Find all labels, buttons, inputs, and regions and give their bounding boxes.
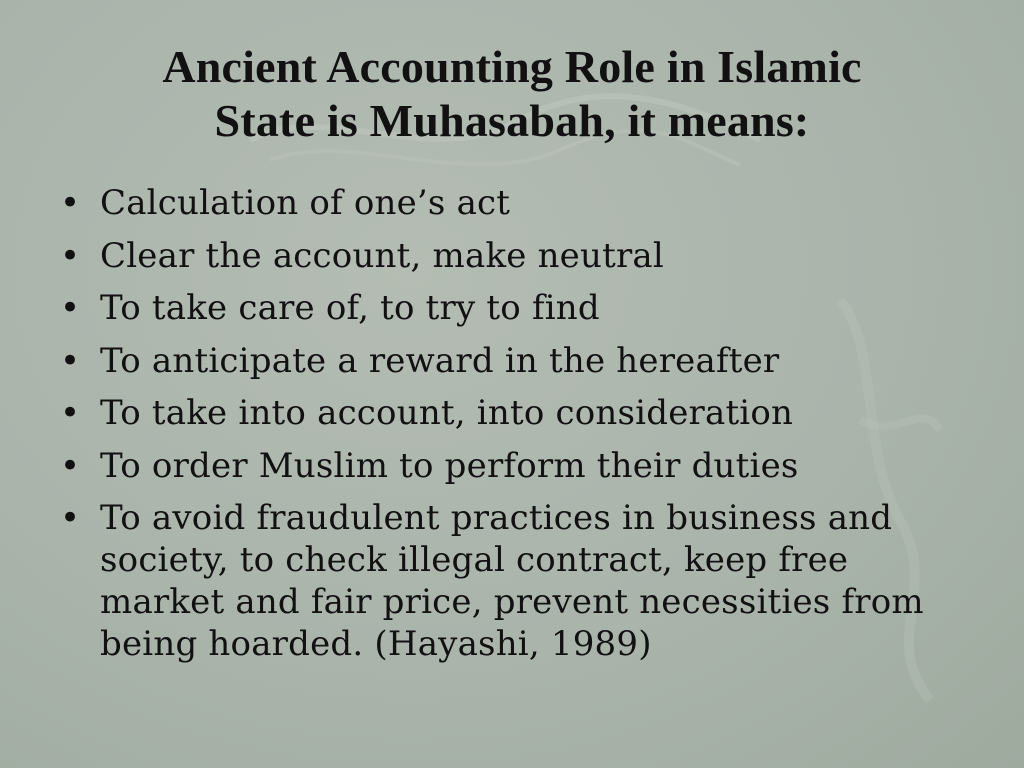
bullet-icon: • xyxy=(60,183,81,223)
list-item xyxy=(60,287,940,329)
bullet-icon: • xyxy=(60,235,81,276)
list-item xyxy=(60,340,940,382)
bullet-icon: • xyxy=(60,393,81,433)
bullet-icon: • xyxy=(60,340,81,381)
bullet-icon: • xyxy=(60,445,81,486)
slide-title xyxy=(40,40,984,148)
bullet-text: To avoid fraudulent practices in business and society, to check illegal contract, keep free market and fair price, prevent necessities from being hoarded. (Hayashi, 1989) xyxy=(100,498,924,664)
list-item xyxy=(60,235,940,277)
list-item xyxy=(60,392,940,434)
bullet-text: To order Muslim to perform their duties xyxy=(100,445,799,486)
bullet-icon: • xyxy=(60,498,81,538)
bullet-text: Clear the account, make neutral xyxy=(100,235,664,276)
bullet-list xyxy=(60,182,940,676)
slide-title-line-2: State is Muhasabah, it means: xyxy=(214,95,810,146)
bullet-text: To take care of, to try to find xyxy=(100,288,600,328)
list-item xyxy=(60,497,940,665)
list-item xyxy=(60,182,940,224)
list-item xyxy=(60,445,940,487)
bullet-text: Calculation of one’s act xyxy=(100,183,511,223)
bullet-icon: • xyxy=(60,288,81,328)
slide-title-line-1: Ancient Accounting Role in Islamic xyxy=(162,41,862,92)
bullet-text: To take into account, into consideration xyxy=(100,393,794,433)
bullet-text: To anticipate a reward in the hereafter xyxy=(100,340,780,381)
